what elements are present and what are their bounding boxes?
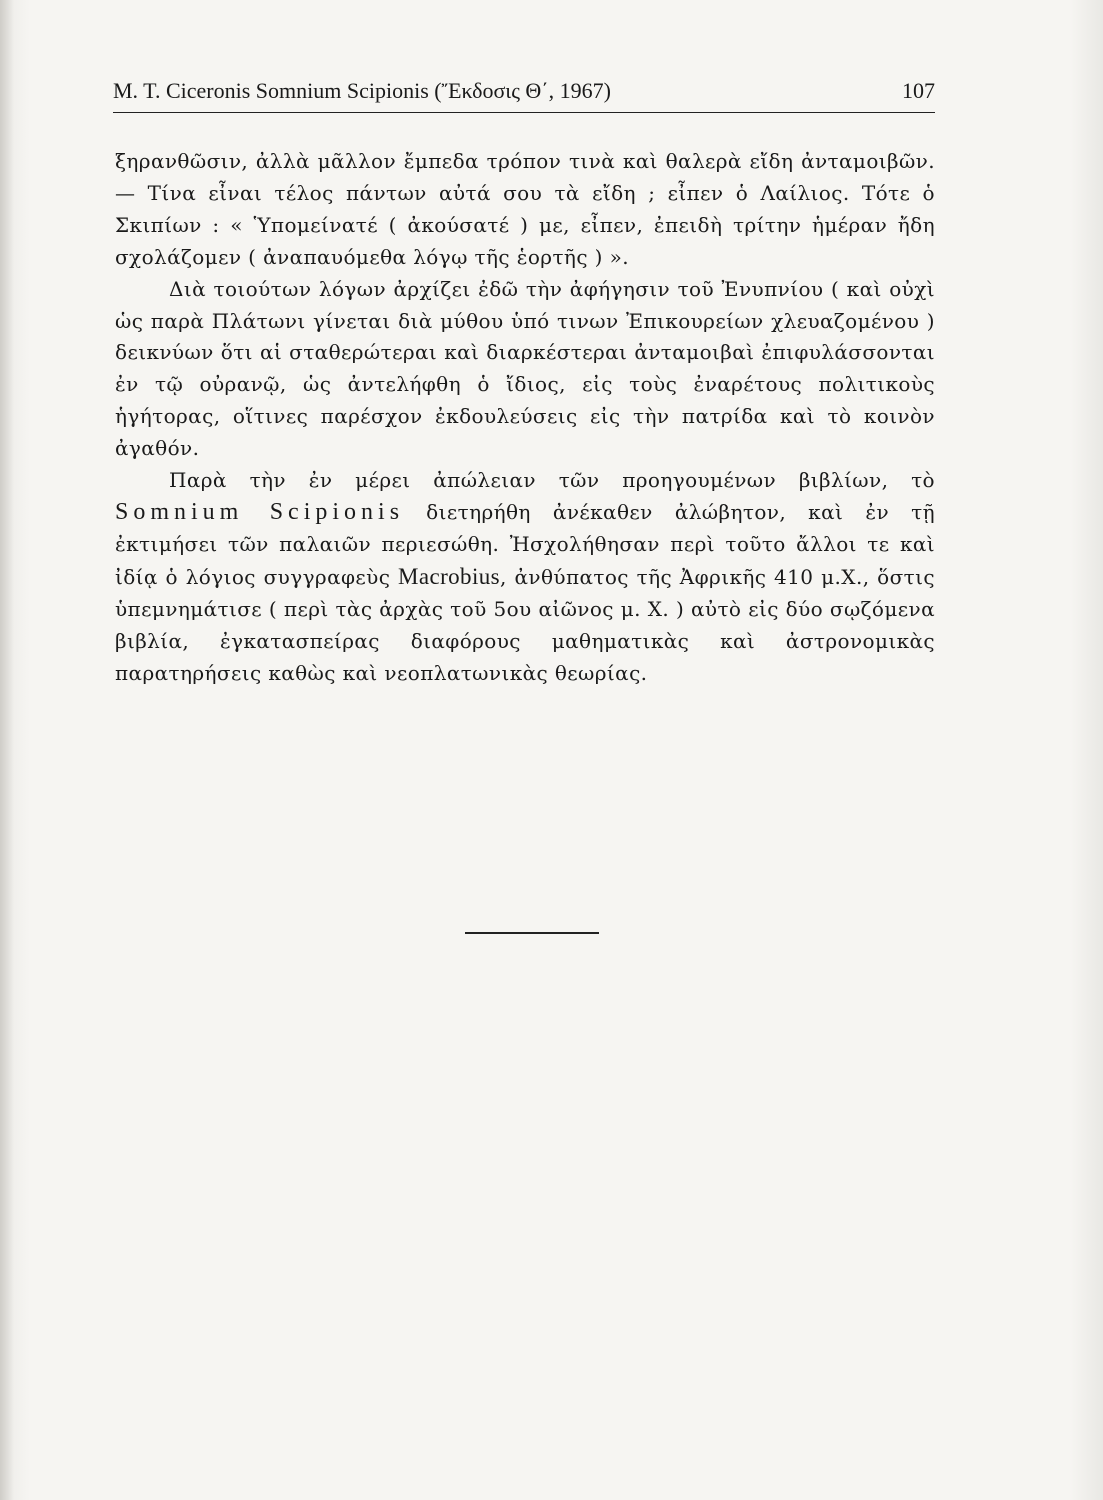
paragraph-2: Διὰ τοιούτων λόγων ἀρχίζει ἐδῶ τὴν ἀφήγησιν τοῦ Ἐνυπνίου ( καὶ οὐχὶ ὡς παρὰ Πλάτωνι γίνεται διὰ μύθου ὑπό τινων Ἐπικουρείων χλευαζομένου ) δεικνύων ὅτι αἱ σταθερώτεραι καὶ διαρκέστεραι ἀνταμοιβαὶ ἐπιφυλάσσονται ἐν τῷ οὐρανῷ, ὡς ἀντελήφθη ὁ ἴδιος, εἰς τοὺς ἐναρέτους πολιτικοὺς ἡγήτορας, οἵτινες παρέσχον ἐκδουλεύσεις εἰς τὴν πατρίδα καὶ τὸ κοινὸν ἀγαθόν. (115, 276, 935, 461)
paragraph-3-tail: , ἀνθύπατος τῆς Ἀφρικῆς 410 μ.Χ., ὅστις ὑπεμνημάτισε ( περὶ τὰς ἀρχὰς τοῦ 5ου αἰῶνος μ. Χ. ) αὐτὸ εἰς δύο σῳζόμενα βιβλία, ἐγκατασπείρας διαφόρους μαθηματικὰς καὶ ἀστρονομικὰς παρατηρήσεις καθὼς καὶ νεοπλατωνικὰς θεωρίας. (115, 564, 935, 685)
paragraph-3-mid: διετηρήθη ἀνέκαθεν ἀλώβητον, καὶ ἐν τῇ ἐκτιμήσει τῶν παλαιῶν περιεσώθη. Ἠσχολήθησαν περὶ τοῦτο ἄλλοι τε καὶ ἰδίᾳ ὁ λόγιος συγγραφεὺς (115, 499, 935, 589)
header-rule (113, 112, 935, 113)
header-title: M. T. Ciceronis Somnium Scipionis (Ἔκδοσις Θ΄, 1967) (113, 78, 611, 103)
section-end-rule (465, 932, 599, 934)
running-header (113, 78, 935, 112)
paragraph-3 (115, 465, 935, 689)
author-name: Macrobius (398, 563, 500, 589)
binding-shadow (0, 0, 14, 1500)
paragraph-1: ξηρανθῶσιν, ἀλλὰ μᾶλλον ἔμπεδα τρόπον τινὰ καὶ θαλερὰ εἴδη ἀνταμοιβῶν. — Τίνα εἶναι τέλος πάντων αὐτά σου τὰ εἴδη ; εἶπεν ὁ Λαίλιος. Τότε ὁ Σκιπίων : « Ὑπομείνατέ ( ἀκούσατέ ) με, εἶπεν, ἐπειδὴ τρίτην ἡμέραν ἤδη σχολάζομεν ( ἀναπαυόμεθα λόγῳ τῆς ἑορτῆς ) ». (115, 149, 935, 269)
work-title-spaced: Somnium Scipionis (115, 498, 405, 525)
body-text (115, 146, 935, 689)
page-number: 107 (902, 78, 935, 103)
paragraph-3-lead: Παρὰ τὴν ἐν μέρει ἀπώλειαν τῶν προηγουμένων βιβλίων, τὸ (169, 468, 935, 493)
